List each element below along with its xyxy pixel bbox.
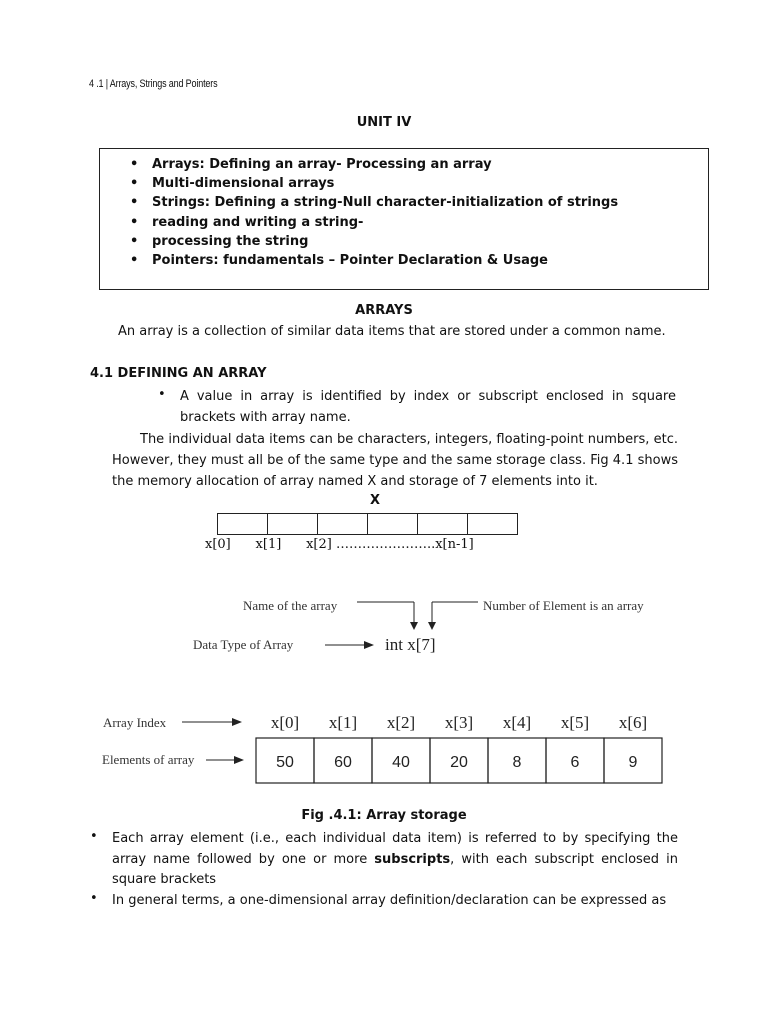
- bullet-text: Each array element (i.e., each individual data item) is referred to by specifying the array name followed by one or more: [112, 831, 678, 867]
- memory-cell: [367, 514, 417, 534]
- memory-cell: [218, 514, 267, 534]
- topics-box: [99, 148, 709, 290]
- bullet-dot: •: [158, 387, 166, 402]
- array-index-label: x[5]: [560, 713, 590, 732]
- elements-label: Elements of array: [102, 752, 195, 767]
- array-value-text: 9: [628, 754, 638, 771]
- array-value-text: 40: [392, 754, 410, 771]
- bullet-dot: •: [90, 829, 98, 844]
- storage-paragraph-text: The individual data items can be characters, integers, floating-point numbers, etc. However, they must all be of the same type and the same storage class. Fig 4.1 shows the memory allocation of array named X and storage of 7 elements into it.: [112, 432, 678, 489]
- topic-item: • Multi-dimensional arrays: [152, 174, 708, 193]
- index-row: x[0] x[1] x[2] …………………..x[n-1]: [205, 537, 474, 552]
- storage-paragraph: [112, 429, 678, 492]
- topic-item: • reading and writing a string-: [152, 213, 708, 232]
- bullet-index-text: A value in array is identified by index or subscript enclosed in square brackets with array name.: [180, 389, 676, 425]
- array-index-label: x[6]: [618, 713, 648, 732]
- memory-cell: [317, 514, 367, 534]
- section-title: ARRAYS: [355, 303, 413, 318]
- array-index-label: x[0]: [270, 713, 300, 732]
- array-name-label: X: [370, 493, 381, 508]
- array-index-label: x[4]: [502, 713, 532, 732]
- memory-cell: [467, 514, 517, 534]
- name-label: Name of the array: [243, 598, 338, 613]
- page-header: 4 .1 | Arrays, Strings and Pointers: [89, 78, 218, 90]
- array-value-text: 20: [450, 754, 468, 771]
- bullet-text: , with each subscript enclosed in square brackets: [112, 851, 678, 887]
- figure-caption: Fig .4.1: Array storage: [301, 808, 467, 823]
- type-label: Data Type of Array: [193, 637, 294, 652]
- bullet-dot: •: [90, 891, 98, 906]
- array-value-text: 50: [276, 754, 294, 771]
- array-declaration-diagram: [0, 590, 768, 800]
- count-label: Number of Element is an array: [483, 598, 644, 613]
- bullet-subscripts: [112, 829, 678, 891]
- topic-item: • processing the string: [152, 232, 708, 251]
- array-index-label: x[3]: [444, 713, 474, 732]
- index-label: Array Index: [103, 715, 167, 730]
- topic-item: • Strings: Defining a string-Null character-initialization of strings: [152, 193, 708, 212]
- topic-item: • Arrays: Defining an array- Processing an array: [152, 155, 708, 174]
- bullet-bold: subscripts: [374, 851, 451, 867]
- memory-cells: [217, 513, 518, 535]
- memory-cell: [417, 514, 467, 534]
- array-index-label: x[1]: [328, 713, 358, 732]
- array-index-label: x[2]: [386, 713, 416, 732]
- array-value-text: 8: [512, 754, 522, 771]
- array-value-text: 6: [570, 754, 580, 771]
- intro-paragraph: An array is a collection of similar data items that are stored under a common name.: [118, 324, 666, 339]
- topic-item: • Pointers: fundamentals – Pointer Declaration & Usage: [152, 251, 708, 270]
- heading-defining-array: 4.1 DEFINING AN ARRAY: [90, 366, 267, 381]
- array-value-text: 60: [334, 754, 352, 771]
- value-cells: [256, 738, 662, 783]
- declaration-text: int x[7]: [385, 635, 436, 654]
- unit-title: UNIT IV: [356, 115, 412, 130]
- memory-cell: [267, 514, 317, 534]
- bullet-text: In general terms, a one-dimensional array definition/declaration can be expressed as: [112, 893, 667, 908]
- index-labels: [271, 713, 647, 732]
- bullet-general: [112, 891, 678, 912]
